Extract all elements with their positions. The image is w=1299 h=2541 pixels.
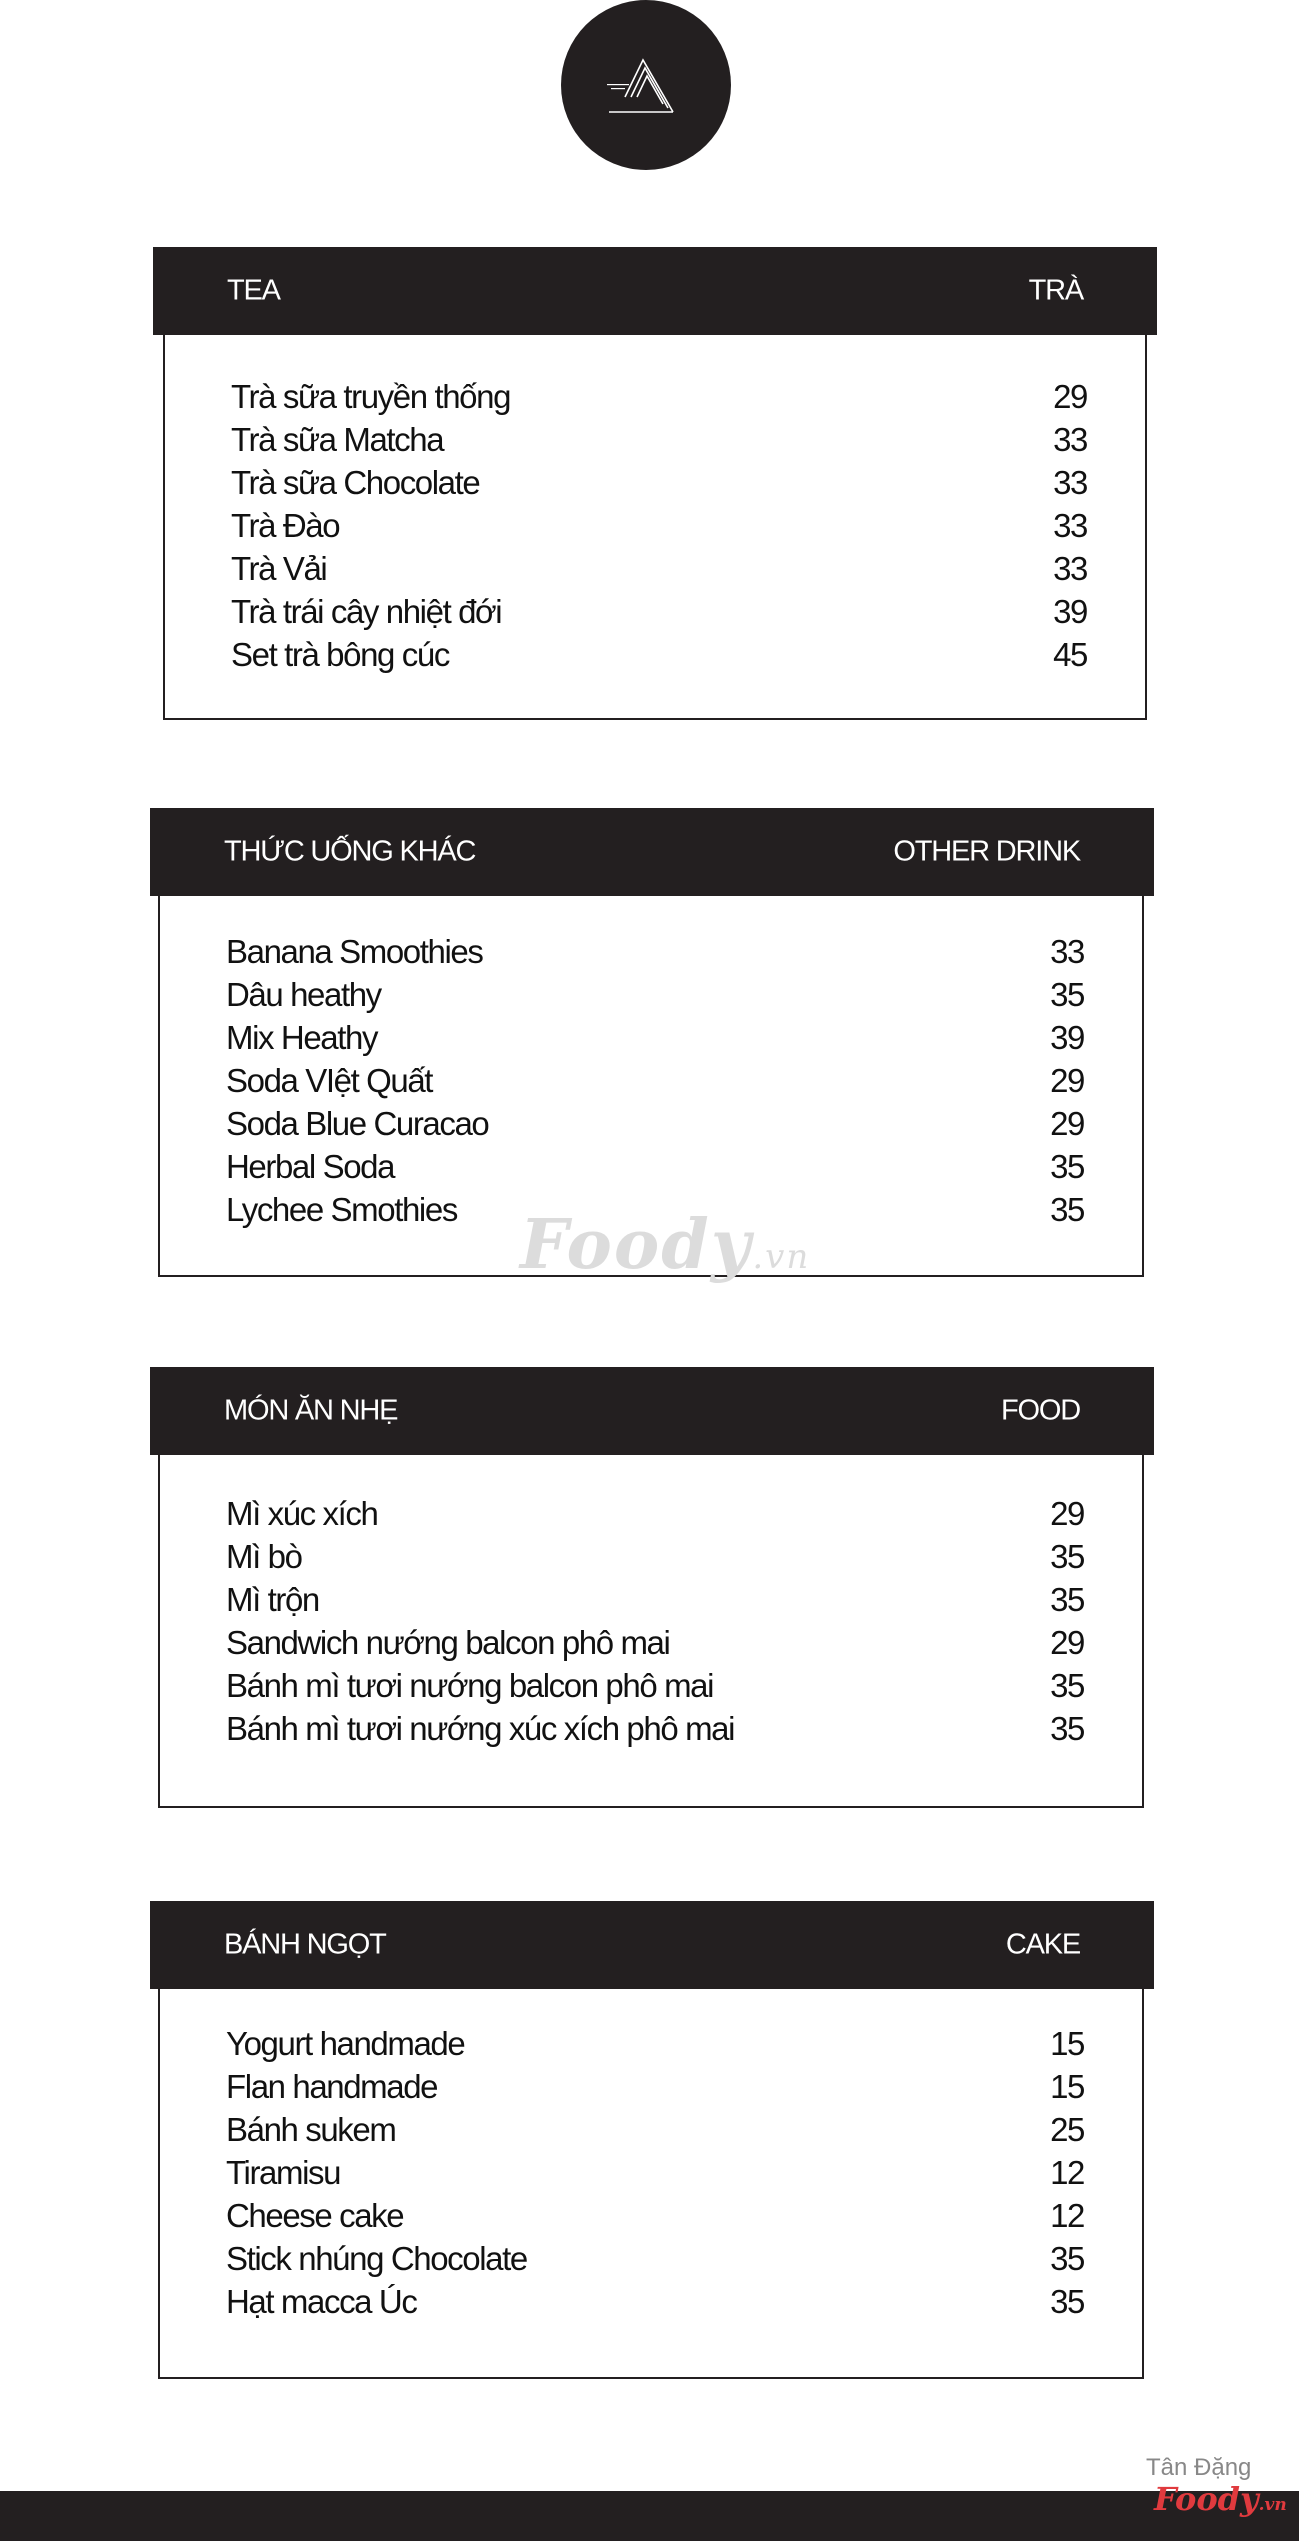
item-price: 33: [1050, 933, 1084, 970]
item-name: Tiramisu: [226, 2154, 341, 2191]
menu-section-tea: [153, 247, 1157, 720]
photo-credit: Tân Đặng: [1146, 2454, 1252, 2481]
item-price: 29: [1050, 1624, 1084, 1661]
item-name: Set trà bông cúc: [231, 636, 449, 673]
menu-item: [160, 976, 1142, 1019]
menu-item: [160, 1105, 1142, 1148]
foody-watermark: [520, 1205, 810, 1285]
menu-item: [160, 1062, 1142, 1105]
item-price: 35: [1050, 2240, 1084, 2277]
section-box: [158, 1989, 1144, 2379]
item-name: Trà sữa Matcha: [231, 421, 444, 458]
menu-item: [165, 550, 1145, 593]
item-price: 35: [1050, 1667, 1084, 1704]
item-name: Banana Smoothies: [226, 933, 483, 970]
foody-logo-suffix: .vn: [1258, 2495, 1287, 2515]
item-name: Trà sữa Chocolate: [231, 464, 480, 501]
item-price: 33: [1053, 507, 1087, 544]
brand-logo: [561, 0, 731, 170]
item-price: 29: [1053, 378, 1087, 415]
menu-item: [160, 2154, 1142, 2197]
menu-item: [165, 593, 1145, 636]
menu-item: [160, 933, 1142, 976]
item-price: 33: [1053, 464, 1087, 501]
item-price: 33: [1053, 550, 1087, 587]
menu-item: [165, 378, 1145, 421]
item-name: Mì trộn: [226, 1581, 319, 1618]
menu-item: [160, 2025, 1142, 2068]
item-name: Mì xúc xích: [226, 1495, 378, 1532]
item-name: Flan handmade: [226, 2068, 438, 2105]
foody-logo-brand: Foody: [1154, 2480, 1259, 2518]
section-title-en: CAKE: [1005, 1928, 1080, 1961]
item-price: 12: [1050, 2154, 1084, 2191]
foody-logo: [1154, 2480, 1287, 2518]
section-title-vi: MÓN ĂN NHẸ: [224, 1394, 398, 1427]
menu-item: [165, 507, 1145, 550]
menu-section-food: [150, 1367, 1154, 1808]
item-price: 35: [1050, 1710, 1084, 1747]
menu-item: [165, 636, 1145, 679]
menu-item: [160, 1710, 1142, 1753]
menu-item: [160, 2240, 1142, 2283]
item-price: 15: [1050, 2025, 1084, 2062]
section-box: [158, 1455, 1144, 1808]
section-header: [150, 1901, 1154, 1989]
section-title-vi: TEA: [227, 274, 280, 307]
item-name: Stick nhúng Chocolate: [226, 2240, 527, 2277]
menu-item: [160, 1581, 1142, 1624]
menu-item: [160, 1624, 1142, 1667]
item-price: 29: [1050, 1105, 1084, 1142]
section-title-vi: THỨC UỐNG KHÁC: [224, 835, 476, 868]
item-name: Lychee Smothies: [226, 1191, 457, 1228]
section-title-en: OTHER DRINK: [893, 835, 1080, 868]
item-price: 39: [1053, 593, 1087, 630]
item-price: 45: [1053, 636, 1087, 673]
item-name: Soda VIệt Quất: [226, 1062, 433, 1099]
item-name: Cheese cake: [226, 2197, 404, 2234]
item-name: Hạt macca Úc: [226, 2283, 417, 2320]
menu-item: [160, 1667, 1142, 1710]
item-name: Dâu heathy: [226, 976, 381, 1013]
item-price: 35: [1050, 1581, 1084, 1618]
item-name: Bánh sukem: [226, 2111, 396, 2148]
item-name: Trà trái cây nhiệt đới: [231, 593, 502, 630]
item-name: Bánh mì tươi nướng xúc xích phô mai: [226, 1710, 735, 1747]
item-name: Trà Đào: [231, 507, 340, 544]
footer-bar: [0, 2491, 1299, 2541]
section-title-en: TRÀ: [1028, 274, 1083, 307]
item-price: 35: [1050, 1148, 1084, 1185]
watermark-suffix: .vn: [752, 1237, 811, 1277]
item-name: Sandwich nướng balcon phô mai: [226, 1624, 670, 1661]
menu-item: [160, 1495, 1142, 1538]
item-price: 12: [1050, 2197, 1084, 2234]
section-title-vi: BÁNH NGỌT: [224, 1928, 386, 1961]
menu-item: [160, 1148, 1142, 1191]
section-header: [153, 247, 1157, 335]
item-price: 29: [1050, 1062, 1084, 1099]
menu-item: [165, 421, 1145, 464]
menu-item: [160, 2111, 1142, 2154]
section-box: [163, 335, 1147, 720]
menu-item: [160, 1019, 1142, 1062]
menu-item: [160, 2068, 1142, 2111]
item-price: 15: [1050, 2068, 1084, 2105]
triangle-logo-icon: [561, 0, 731, 170]
item-price: 29: [1050, 1495, 1084, 1532]
menu-item: [160, 2197, 1142, 2240]
item-name: Mix Heathy: [226, 1019, 378, 1056]
section-header: [150, 808, 1154, 896]
section-header: [150, 1367, 1154, 1455]
menu-item: [165, 464, 1145, 507]
item-price: 39: [1050, 1019, 1084, 1056]
item-name: Mì bò: [226, 1538, 302, 1575]
item-price: 35: [1050, 976, 1084, 1013]
item-name: Yogurt handmade: [226, 2025, 465, 2062]
item-name: Bánh mì tươi nướng balcon phô mai: [226, 1667, 714, 1704]
item-price: 25: [1050, 2111, 1084, 2148]
menu-section-cake: [150, 1901, 1154, 2379]
item-name: Trà Vải: [231, 550, 327, 587]
section-title-en: FOOD: [1001, 1394, 1080, 1427]
item-price: 35: [1050, 1191, 1084, 1228]
item-name: Herbal Soda: [226, 1148, 395, 1185]
item-price: 33: [1053, 421, 1087, 458]
item-price: 35: [1050, 1538, 1084, 1575]
item-price: 35: [1050, 2283, 1084, 2320]
menu-item: [160, 1538, 1142, 1581]
menu-item: [160, 2283, 1142, 2326]
item-name: Soda Blue Curacao: [226, 1105, 489, 1142]
item-name: Trà sữa truyền thống: [231, 378, 511, 415]
watermark-brand: Foody: [520, 1205, 753, 1285]
